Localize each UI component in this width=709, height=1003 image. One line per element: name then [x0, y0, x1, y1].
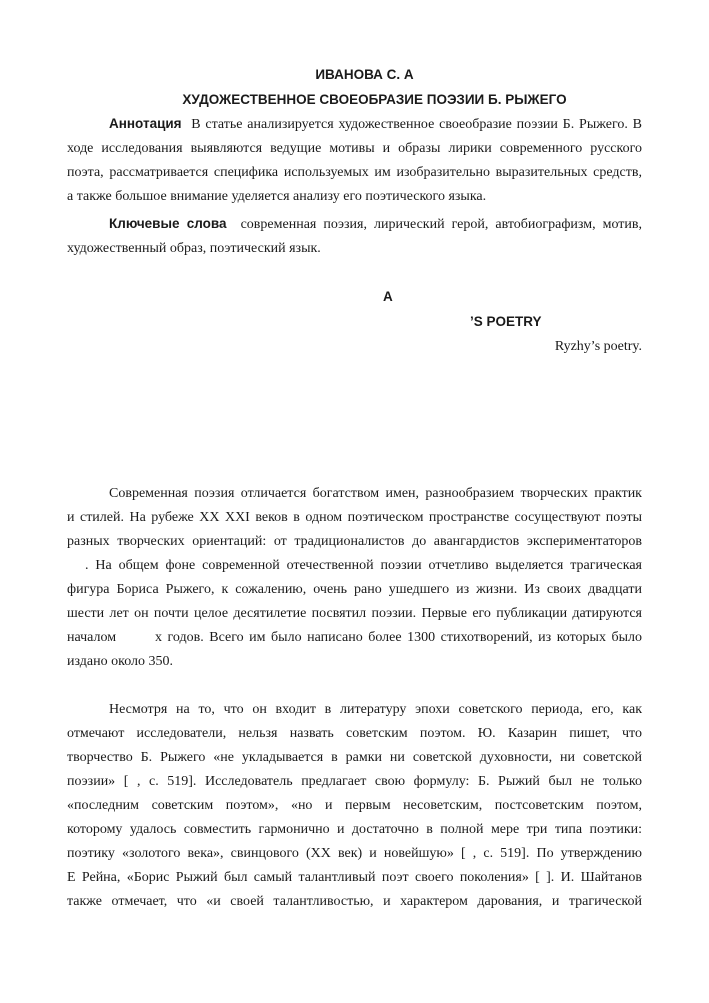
body-line: Е Рейна, «Борис Рыжий был самый талантливый поэт своего поколения» [ ]. И. Шайтанов: [67, 870, 642, 885]
annotation-line: ходе исследования выявляются ведущие мотивы и образы лирики современного русского: [67, 141, 642, 156]
body-line-rest: х годов. Всего им было написано более 1300 стихотворений, из которых было: [155, 630, 642, 645]
body-line: [67, 626, 642, 650]
body-line: также отмечает, что «и своей талантливостью, и характером дарования, и трагической: [67, 894, 642, 909]
english-title-fragment: ’S POETRY: [470, 314, 542, 329]
body-line: поэзии» [ , с. 519]. Исследователь предлагает свою формулу: Б. Рыжий был не только: [67, 774, 642, 789]
english-letter: A: [383, 289, 393, 304]
author-name: ИВАНОВА С. А: [315, 67, 414, 82]
annotation-text: В статье анализируется художественное своеобразие поэзии Б. Рыжего. В: [191, 117, 643, 132]
article-title: ХУДОЖЕСТВЕННОЕ СВОЕОБРАЗИЕ ПОЭЗИИ Б. РЫЖЕГО: [182, 92, 567, 107]
body-line: поэтику «золотого века», свинцового (XX век) и новейшую» [ , с. 519]. По утверждению: [67, 846, 642, 861]
annotation-line: поэта, рассматривается специфика используемых им изобразительно выразительных средств,: [67, 165, 642, 180]
body-line: фигура Бориса Рыжего, к сожалению, очень рано ушедшего из жизни. Из своих двадцати: [67, 582, 642, 597]
body-line: Современная поэзия отличается богатством имен, разнообразием творческих практик: [109, 486, 642, 501]
annotation-label: Аннотация: [109, 116, 182, 131]
annotation-line: [67, 112, 642, 137]
body-line: шести лет он почти целое десятилетие посвятил поэзии. Первые его публикации датируются: [67, 606, 642, 621]
annotation-block: [67, 112, 642, 209]
keywords-label: Ключевые слова: [109, 216, 227, 231]
body-line-start: началом: [67, 630, 117, 645]
body-line: творчество Б. Рыжего «не укладывается в рамки ни советской духовности, ни советской: [67, 750, 642, 765]
keywords-block: [67, 212, 642, 261]
body-line: и стилей. На рубеже XX XXI веков в одном поэтическом пространстве сосуществуют поэты: [67, 510, 642, 525]
body-line: Несмотря на то, что он входит в литературу эпохи советского периода, его, как: [109, 702, 642, 717]
body-paragraph-1: [67, 482, 642, 674]
keywords-line: [67, 212, 642, 237]
body-line: издано около 350.: [67, 654, 173, 669]
keywords-line: художественный образ, поэтический язык.: [67, 241, 321, 256]
body-line: «последним советским поэтом», «но и первым несоветским, постсоветским поэтом,: [67, 798, 642, 813]
body-line: . На общем фоне современной отечественной поэзии отчетливо выделяется трагическая: [85, 558, 642, 573]
body-paragraph-2: [67, 698, 642, 914]
body-line: разных творческих ориентаций: от традиционалистов до авангардистов экспериментаторов: [67, 534, 642, 549]
body-line: которому удалось совместить гармонично и достаточно в полной мере три типа поэтики:: [67, 822, 642, 837]
annotation-line: а также большое внимание уделяется анализу его поэтического языка.: [67, 189, 487, 204]
keywords-text: современная поэзия, лирический герой, автобиографизм, мотив,: [240, 217, 643, 232]
body-line: отмечают исследователи, нельзя назвать советским поэтом. Ю. Казарин пишет, что: [67, 726, 642, 741]
english-abstract-fragment: Ryzhy’s poetry.: [554, 339, 642, 354]
